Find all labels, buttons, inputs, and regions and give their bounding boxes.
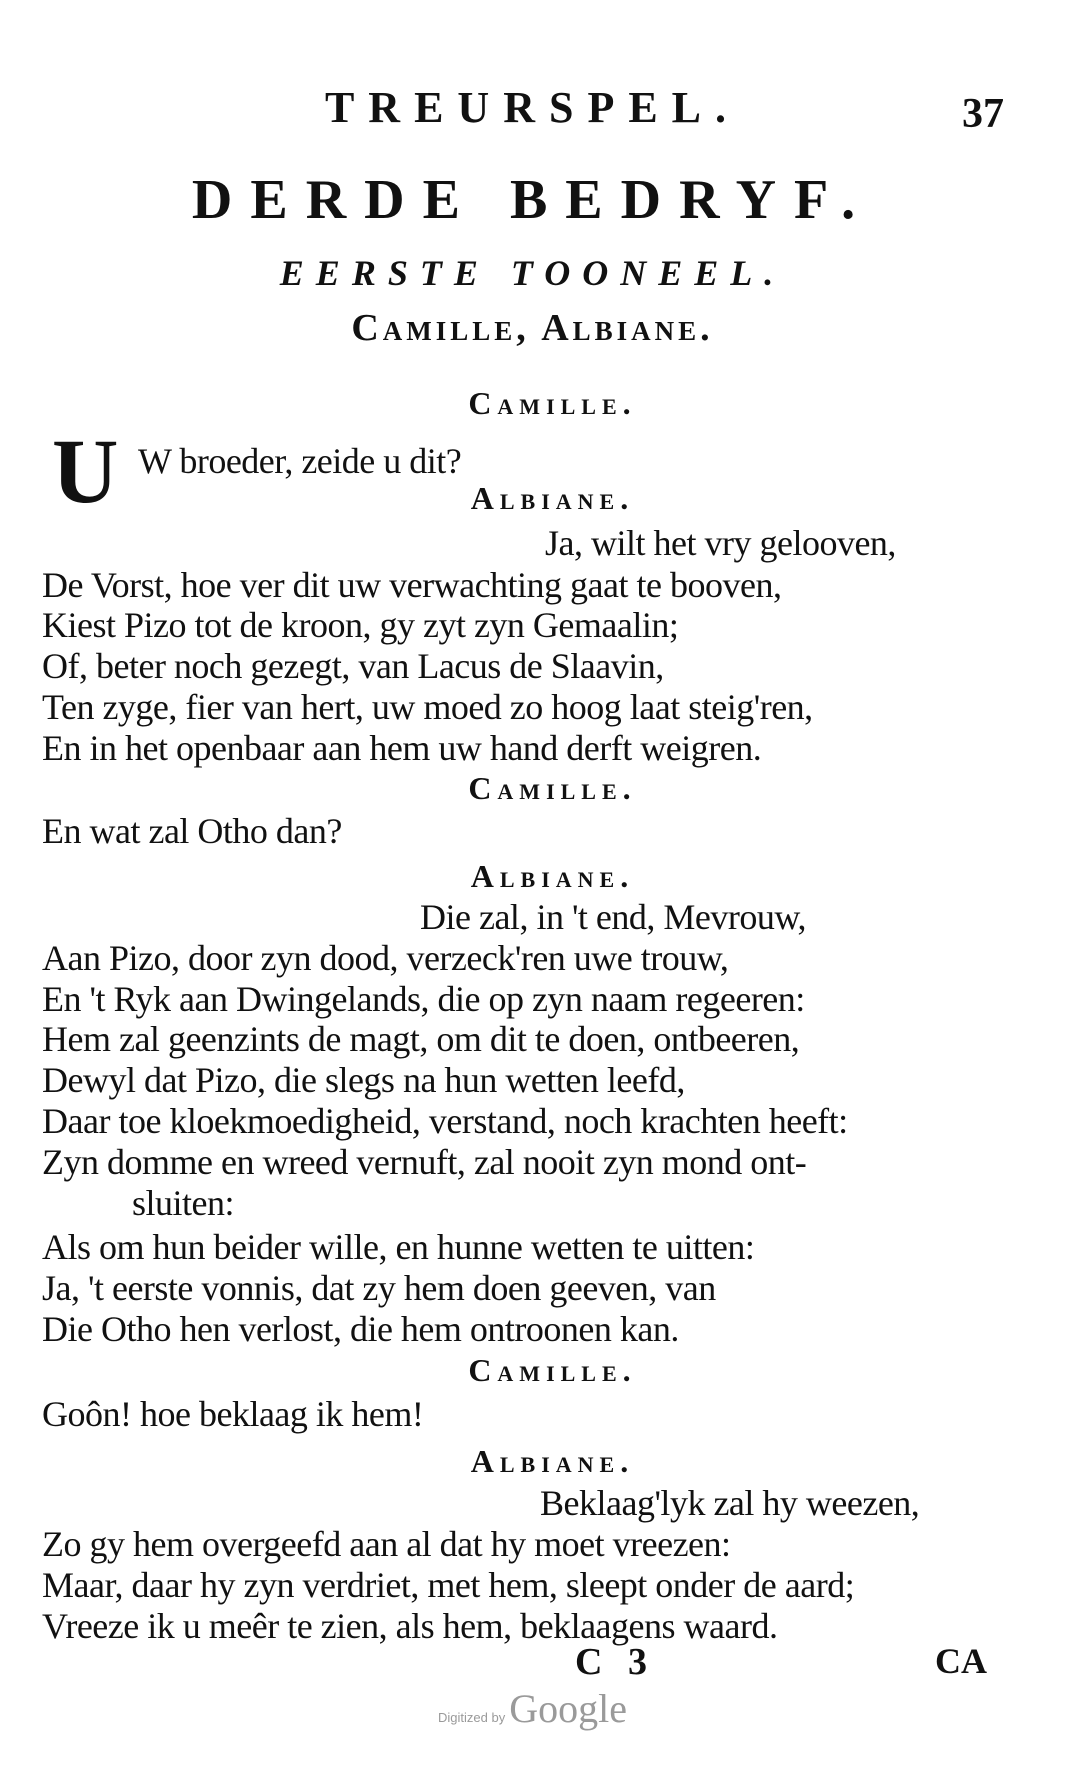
verse-line: Maar, daar hy zyn verdriet, met hem, sleept onder de aard; (42, 1565, 855, 1605)
verse-line: Vreeze ik u meêr te zien, als hem, beklaagens waard. (42, 1606, 778, 1646)
page-number: 37 (962, 91, 1004, 137)
verse-line: Aan Pizo, door zyn dood, verzeck'ren uwe trouw, (42, 938, 729, 978)
speaker-name: Camille. (468, 385, 637, 421)
speaker-name: Albiane. (470, 480, 635, 516)
verse-line: Kiest Pizo tot de kroon, gy zyt zyn Gemaalin; (42, 605, 679, 645)
verse-line: Ja, wilt het vry gelooven, (545, 523, 896, 563)
verse-line: Of, beter noch gezegt, van Lacus de Slaavin, (42, 646, 664, 686)
watermark-prefix: Digitized by (438, 1710, 506, 1725)
verse-line: De Vorst, hoe ver dit uw verwachting gaat te booven, (42, 565, 782, 605)
verse-line: En wat zal Otho dan? (42, 811, 342, 851)
verse-line: En in het openbaar aan hem uw hand derft weigren. (42, 728, 762, 768)
signature-mark: C 3 (575, 1641, 655, 1683)
running-head: TREURSPEL. (324, 83, 741, 132)
speaker-name: Albiane. (470, 1443, 635, 1479)
verse-line: sluiten: (132, 1183, 234, 1223)
watermark (0, 1685, 1065, 1732)
speaker-name: Camille. (468, 770, 637, 806)
cast-list: Camille, Albiane. (351, 307, 714, 349)
verse-line: En 't Ryk aan Dwingelands, die op zyn naam regeeren: (42, 979, 805, 1019)
verse-line: Beklaag'lyk zal hy weezen, (540, 1483, 920, 1523)
verse-line: Ten zyge, fier van hert, uw moed zo hoog laat steig'ren, (42, 687, 813, 727)
verse-line: Als om hun beider wille, en hunne wetten te uitten: (42, 1227, 755, 1267)
verse-line: W broeder, zeide u dit? (138, 441, 462, 481)
verse-line: Goôn! hoe beklaag ik hem! (42, 1394, 424, 1434)
speaker-name: Camille. (468, 1352, 637, 1388)
speaker-name: Albiane. (470, 858, 635, 894)
verse-line: Hem zal geenzints de magt, om dit te doen, ontbeeren, (42, 1019, 800, 1059)
verse-line: Die Otho hen verlost, die hem ontroonen kan. (42, 1309, 679, 1349)
verse-line: Ja, 't eerste vonnis, dat zy hem doen geeven, van (42, 1268, 716, 1308)
scene-title: EERSTE TOONEEL. (279, 253, 786, 293)
verse-line: Daar toe kloekmoedigheid, verstand, noch krachten heeft: (42, 1101, 848, 1141)
verse-line: Die zal, in 't end, Mevrouw, (420, 897, 807, 937)
catchword: CA (935, 1641, 987, 1681)
verse-line: Zo gy hem overgeefd aan al dat hy moet vreezen: (42, 1524, 731, 1564)
verse-line: Zyn domme en wreed vernuft, zal nooit zyn mond ont- (42, 1142, 807, 1182)
act-title: DERDE BEDRYF. (191, 169, 874, 231)
drop-cap: U (52, 420, 119, 522)
watermark-brand: Google (509, 1686, 627, 1731)
verse-line: Dewyl dat Pizo, die slegs na hun wetten leefd, (42, 1060, 685, 1100)
